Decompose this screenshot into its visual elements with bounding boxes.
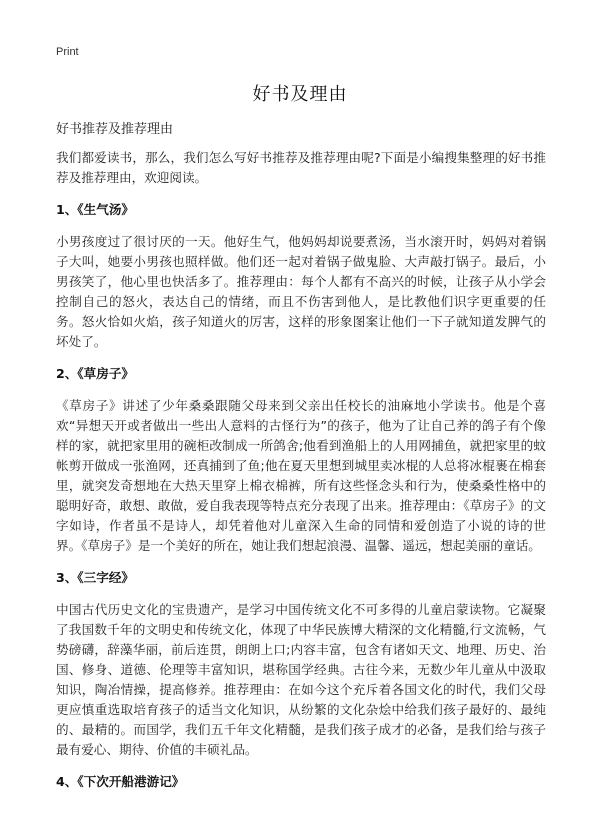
section-body-2: 《草房子》讲述了少年桑桑跟随父母来到父亲出任校长的油麻地小学读书。他是个喜欢“异想天开或者做出一些出人意料的古怪行为”的孩子，他为了让自己养的鸽子有个像样的家，就把家里用的碗柜改制成一所鸽舍;他看到渔船上的人用网捕鱼，就把家里的蚊帐剪开做成一张渔网，还真捕到了鱼;他在夏天里想到城里卖冰棍的人总将冰棍裹在棉套里，就突发奇想地在大热天里穿上棉衣棉裤，所有这些怪念头和行为，使桑桑性格中的聪明好奇，敢想、敢做，爱自我表现等特点充分表现了出来。推荐理由：《草房子》的文字如诗，作者虽不是诗人，却凭着他对儿童深入生命的同情和爱创造了小说的诗的世界。《草房子》是一个美好的所在，她让我们想起浪漫、温馨、遥远，想起美丽的童话。 — [56, 398, 546, 553]
section-heading-4: 4、《下次开船港游记》 — [56, 774, 185, 789]
page-subtitle: 好书推荐及推荐理由 — [56, 122, 174, 137]
page-title: 好书及理由 — [252, 84, 348, 105]
section-heading-1: 1、《生气汤》 — [56, 202, 135, 217]
section-heading-3: 3、《三字经》 — [56, 570, 135, 585]
section-body-3: 中国古代历史文化的宝贵遗产，是学习中国传统文化不可多得的儿童启蒙读物。它凝聚了我国数千年的文明史和传统文化，体现了中华民族博大精深的文化精髓,行文流畅，气势磅礴，辞藻华丽，前后连贯，朗朗上口;内容丰富，包含有诸如天文、地理、历史、治国、修身、道德、伦理等丰富知识，堪称国学经典。古往今来，无数少年儿童从中汲取知识，陶冶情操，提高修养。推荐理由：在如今这个充斥着各国文化的时代，我们父母更应慎重选取培育孩子的适当文化知识，从纷繁的文化杂烩中给我们孩子最好的、最纯的、最精的。而国学，我们五千年文化精髓，是我们孩子成才的必备，是我们给与孩子最有爱心、期待、价值的丰硕礼品。 — [56, 602, 546, 757]
intro-paragraph: 我们都爱读书，那么，我们怎么写好书推荐及推荐理由呢?下面是小编搜集整理的好书推荐及推荐理由，欢迎阅读。 — [56, 150, 546, 185]
section-heading-2: 2、《草房子》 — [56, 366, 135, 381]
section-body-1: 小男孩度过了很讨厌的一天。他好生气，他妈妈却说要煮汤，当水滚开时，妈妈对着锅子大叫，她要小男孩也照样做。他们还一起对着锅子做鬼脸、大声敲打锅子。最后，小男孩笑了，他心里也快活多了。推荐理由：每个人都有不高兴的时候，让孩子从小学会控制自己的怒火，表达自己的情绪，而且不伤害到他人，是比教他们识字更重要的任务。怒火恰如火焰，孩子知道火的厉害，这样的形象图案让他们一下子就知道发脾气的坏处了。 — [56, 234, 546, 349]
print-label[interactable]: Print — [56, 46, 79, 58]
article-content — [56, 148, 546, 804]
